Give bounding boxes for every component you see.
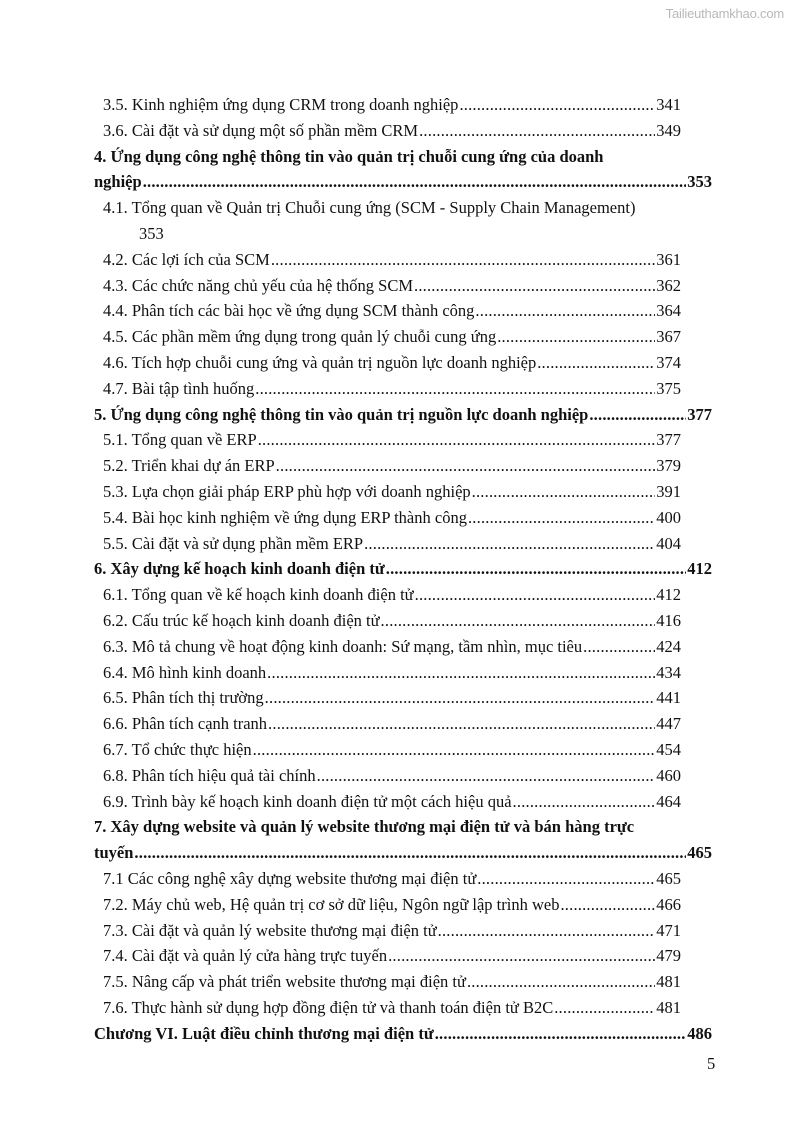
toc-entry-page: 349 — [656, 120, 681, 140]
toc-entry-title: 5.3. Lựa chọn giải pháp ERP phù hợp với doanh nghiệp — [103, 481, 471, 501]
dot-leader — [414, 273, 655, 299]
toc-entry[interactable] — [94, 479, 681, 505]
toc-entry-title: 6.6. Phân tích cạnh tranh — [103, 714, 268, 734]
toc-entry[interactable] — [94, 92, 681, 118]
toc-heading-title: Chương VI. Luật điều chỉnh thương mại điện tử — [94, 1023, 434, 1043]
dot-leader — [415, 582, 656, 608]
toc-entry-page: 479 — [656, 946, 681, 966]
toc-heading-title-cont: nghiệp — [94, 172, 142, 192]
watermark: Tailieuthamkhao.com — [665, 6, 784, 21]
toc-entry-title: 6.4. Mô hình kinh doanh — [103, 662, 267, 682]
toc-entry-title: 7.6. Thực hành sử dụng hợp đồng điện tử và thanh toán điện tử B2C — [103, 997, 554, 1017]
toc-entry-page: 454 — [656, 739, 681, 759]
toc-entry-page: 379 — [656, 456, 681, 476]
toc-entry-title: 6.3. Mô tả chung về hoạt động kinh doanh: Sứ mạng, tầm nhìn, mục tiêu — [103, 636, 583, 656]
toc-entry-page: 441 — [656, 688, 681, 708]
dot-leader — [475, 298, 655, 324]
toc-entry-title: 4.6. Tích hợp chuỗi cung ứng và quản trị nguồn lực doanh nghiệp — [103, 352, 537, 372]
dot-leader — [253, 737, 656, 763]
dot-leader — [589, 402, 686, 428]
toc-entry[interactable] — [94, 943, 681, 969]
toc-entry-title: 4.5. Các phần mềm ứng dụng trong quản lý chuỗi cung ứng — [103, 327, 497, 347]
toc-entry-page: 481 — [656, 997, 681, 1017]
toc-entry[interactable] — [94, 660, 681, 686]
toc-entry-title: 6.7. Tổ chức thực hiện — [103, 739, 252, 759]
toc-entry-title: 5.2. Triển khai dự án ERP — [103, 456, 275, 476]
toc-entry-title: 3.6. Cài đặt và sử dụng một số phần mềm CRM — [103, 120, 419, 140]
toc-entry[interactable] — [94, 376, 681, 402]
toc-entry-page: 361 — [656, 249, 681, 269]
toc-entry[interactable] — [94, 789, 681, 815]
toc-heading-title: 5. Ứng dụng công nghệ thông tin vào quản trị nguồn lực doanh nghiệp — [94, 404, 589, 424]
toc-entry-title: 7.4. Cài đặt và quản lý cửa hàng trực tuyến — [103, 946, 388, 966]
toc-entry-title: 7.5. Nâng cấp và phát triển website thương mại điện tử — [103, 972, 466, 992]
toc-heading-title: 6. Xây dựng kế hoạch kinh doanh điện tử — [94, 559, 385, 579]
toc-entry-title: 6.9. Trình bày kế hoạch kinh doanh điện tử một cách hiệu quả — [103, 791, 512, 811]
dot-leader — [537, 350, 655, 376]
toc-entry[interactable] — [94, 505, 681, 531]
toc-entry[interactable] — [94, 918, 681, 944]
toc-entry[interactable] — [94, 427, 681, 453]
toc-entry-page: 460 — [656, 765, 681, 785]
dot-leader — [472, 479, 656, 505]
toc-entry-page: 374 — [656, 352, 681, 372]
toc-entry[interactable] — [94, 969, 681, 995]
dot-leader — [268, 711, 655, 737]
dot-leader — [134, 840, 686, 866]
toc-heading[interactable] — [94, 556, 712, 582]
toc-heading[interactable] — [94, 144, 712, 196]
toc-entry-title: 5.5. Cài đặt và sử dụng phần mềm ERP — [103, 533, 364, 553]
toc-heading-title: 7. Xây dựng website và quản lý website thương mại điện tử và bán hàng trực — [94, 817, 635, 837]
dot-leader — [143, 169, 687, 195]
toc-heading-page: 353 — [687, 172, 712, 192]
dot-leader — [317, 763, 656, 789]
dot-leader — [438, 918, 656, 944]
toc-entry-title: 5.1. Tổng quan về ERP — [103, 430, 257, 450]
toc-entry-title: 6.8. Phân tích hiệu quả tài chính — [103, 765, 316, 785]
dot-leader — [459, 92, 655, 118]
toc-entry-title: 4.4. Phân tích các bài học về ứng dụng SCM thành công — [103, 301, 475, 321]
toc-heading[interactable] — [94, 814, 712, 866]
dot-leader — [381, 608, 656, 634]
dot-leader — [583, 634, 655, 660]
toc-entry-title: 4.2. Các lợi ích của SCM — [103, 249, 270, 269]
toc-entry[interactable] — [94, 711, 681, 737]
toc-entry-title: 4.1. Tổng quan về Quản trị Chuỗi cung ứng (SCM - Supply Chain Management) — [103, 198, 636, 218]
toc-heading-title-cont: tuyến — [94, 843, 134, 863]
dot-leader — [364, 531, 655, 557]
toc-heading[interactable] — [94, 1021, 712, 1047]
toc-entry-page: 481 — [656, 972, 681, 992]
toc-entry[interactable] — [94, 685, 681, 711]
toc-entry[interactable] — [94, 350, 681, 376]
toc-entry[interactable] — [94, 866, 681, 892]
dot-leader — [554, 995, 655, 1021]
toc-entry[interactable] — [94, 608, 681, 634]
toc-entry-title: 7.1 Các công nghệ xây dựng website thương mại điện tử — [103, 868, 477, 888]
toc-entry-page: 404 — [656, 533, 681, 553]
toc-entry-page: 412 — [656, 585, 681, 605]
toc-entry-page: 447 — [656, 714, 681, 734]
table-of-contents — [94, 92, 712, 1046]
dot-leader — [513, 789, 656, 815]
toc-entry-title: 6.5. Phân tích thị trường — [103, 688, 264, 708]
dot-leader — [419, 118, 655, 144]
toc-entry-page: 416 — [656, 610, 681, 630]
toc-heading-page: 465 — [687, 843, 712, 863]
toc-entry-page: 375 — [656, 378, 681, 398]
toc-entry-page: 367 — [656, 327, 681, 347]
dot-leader — [388, 943, 655, 969]
toc-entry[interactable] — [94, 892, 681, 918]
toc-entry[interactable] — [94, 763, 681, 789]
toc-entry[interactable] — [94, 298, 681, 324]
toc-heading[interactable] — [94, 402, 712, 428]
dot-leader — [265, 685, 656, 711]
toc-entry-page: 400 — [656, 507, 681, 527]
dot-leader — [255, 376, 655, 402]
toc-entry[interactable] — [94, 118, 681, 144]
toc-heading-page: 377 — [687, 404, 712, 424]
toc-heading-page: 412 — [687, 559, 712, 579]
toc-entry-page: 377 — [656, 430, 681, 450]
dot-leader — [497, 324, 655, 350]
toc-entry-page: 424 — [656, 636, 681, 656]
toc-entry-title: 6.1. Tổng quan về kế hoạch kinh doanh điện tử — [103, 585, 414, 605]
dot-leader — [435, 1021, 687, 1047]
toc-entry-title: 7.2. Máy chủ web, Hệ quản trị cơ sở dữ liệu, Ngôn ngữ lập trình web — [103, 894, 560, 914]
toc-entry[interactable] — [94, 582, 681, 608]
page-number: 5 — [707, 1054, 716, 1073]
dot-leader — [468, 505, 655, 531]
dot-leader — [267, 660, 655, 686]
toc-entry[interactable] — [94, 531, 681, 557]
toc-entry-page: 341 — [656, 95, 681, 114]
dot-leader — [386, 556, 686, 582]
toc-entry-title: 7.3. Cài đặt và quản lý website thương mại điện tử — [103, 920, 437, 940]
toc-entry-page: 434 — [656, 662, 681, 682]
toc-heading-title: 4. Ứng dụng công nghệ thông tin vào quản trị chuỗi cung ứng của doanh — [94, 146, 604, 166]
toc-entry[interactable] — [94, 195, 733, 247]
toc-entry-page: 464 — [656, 791, 681, 811]
toc-entry-title: 4.7. Bài tập tình huống — [103, 378, 255, 398]
toc-entry-page: 364 — [656, 301, 681, 321]
toc-entry-title: 3.5. Kinh nghiệm ứng dụng CRM trong doanh nghiệp — [103, 95, 459, 114]
toc-heading-page: 486 — [687, 1023, 712, 1043]
toc-entry-page: 391 — [656, 481, 681, 501]
toc-entry-page: 471 — [656, 920, 681, 940]
toc-entry[interactable] — [94, 453, 681, 479]
dot-leader — [560, 892, 655, 918]
toc-entry[interactable] — [94, 324, 681, 350]
dot-leader — [477, 866, 655, 892]
toc-entry-title: 6.2. Cấu trúc kế hoạch kinh doanh điện tử — [103, 610, 380, 630]
toc-entry[interactable] — [94, 737, 681, 763]
toc-entry[interactable] — [94, 995, 681, 1021]
toc-entry-page: 465 — [656, 868, 681, 888]
toc-entry-page: 362 — [656, 275, 681, 295]
toc-entry[interactable] — [94, 634, 681, 660]
toc-entry-title: 5.4. Bài học kinh nghiệm về ứng dụng ERP thành công — [103, 507, 467, 527]
toc-entry-page: 353 — [139, 223, 164, 243]
toc-entry[interactable] — [94, 247, 681, 273]
toc-entry-page: 466 — [656, 894, 681, 914]
dot-leader — [467, 969, 655, 995]
toc-entry[interactable] — [94, 273, 681, 299]
toc-entry-title: 4.3. Các chức năng chủ yếu của hệ thống SCM — [103, 275, 413, 295]
dot-leader — [276, 453, 656, 479]
dot-leader — [258, 427, 656, 453]
dot-leader — [271, 247, 655, 273]
